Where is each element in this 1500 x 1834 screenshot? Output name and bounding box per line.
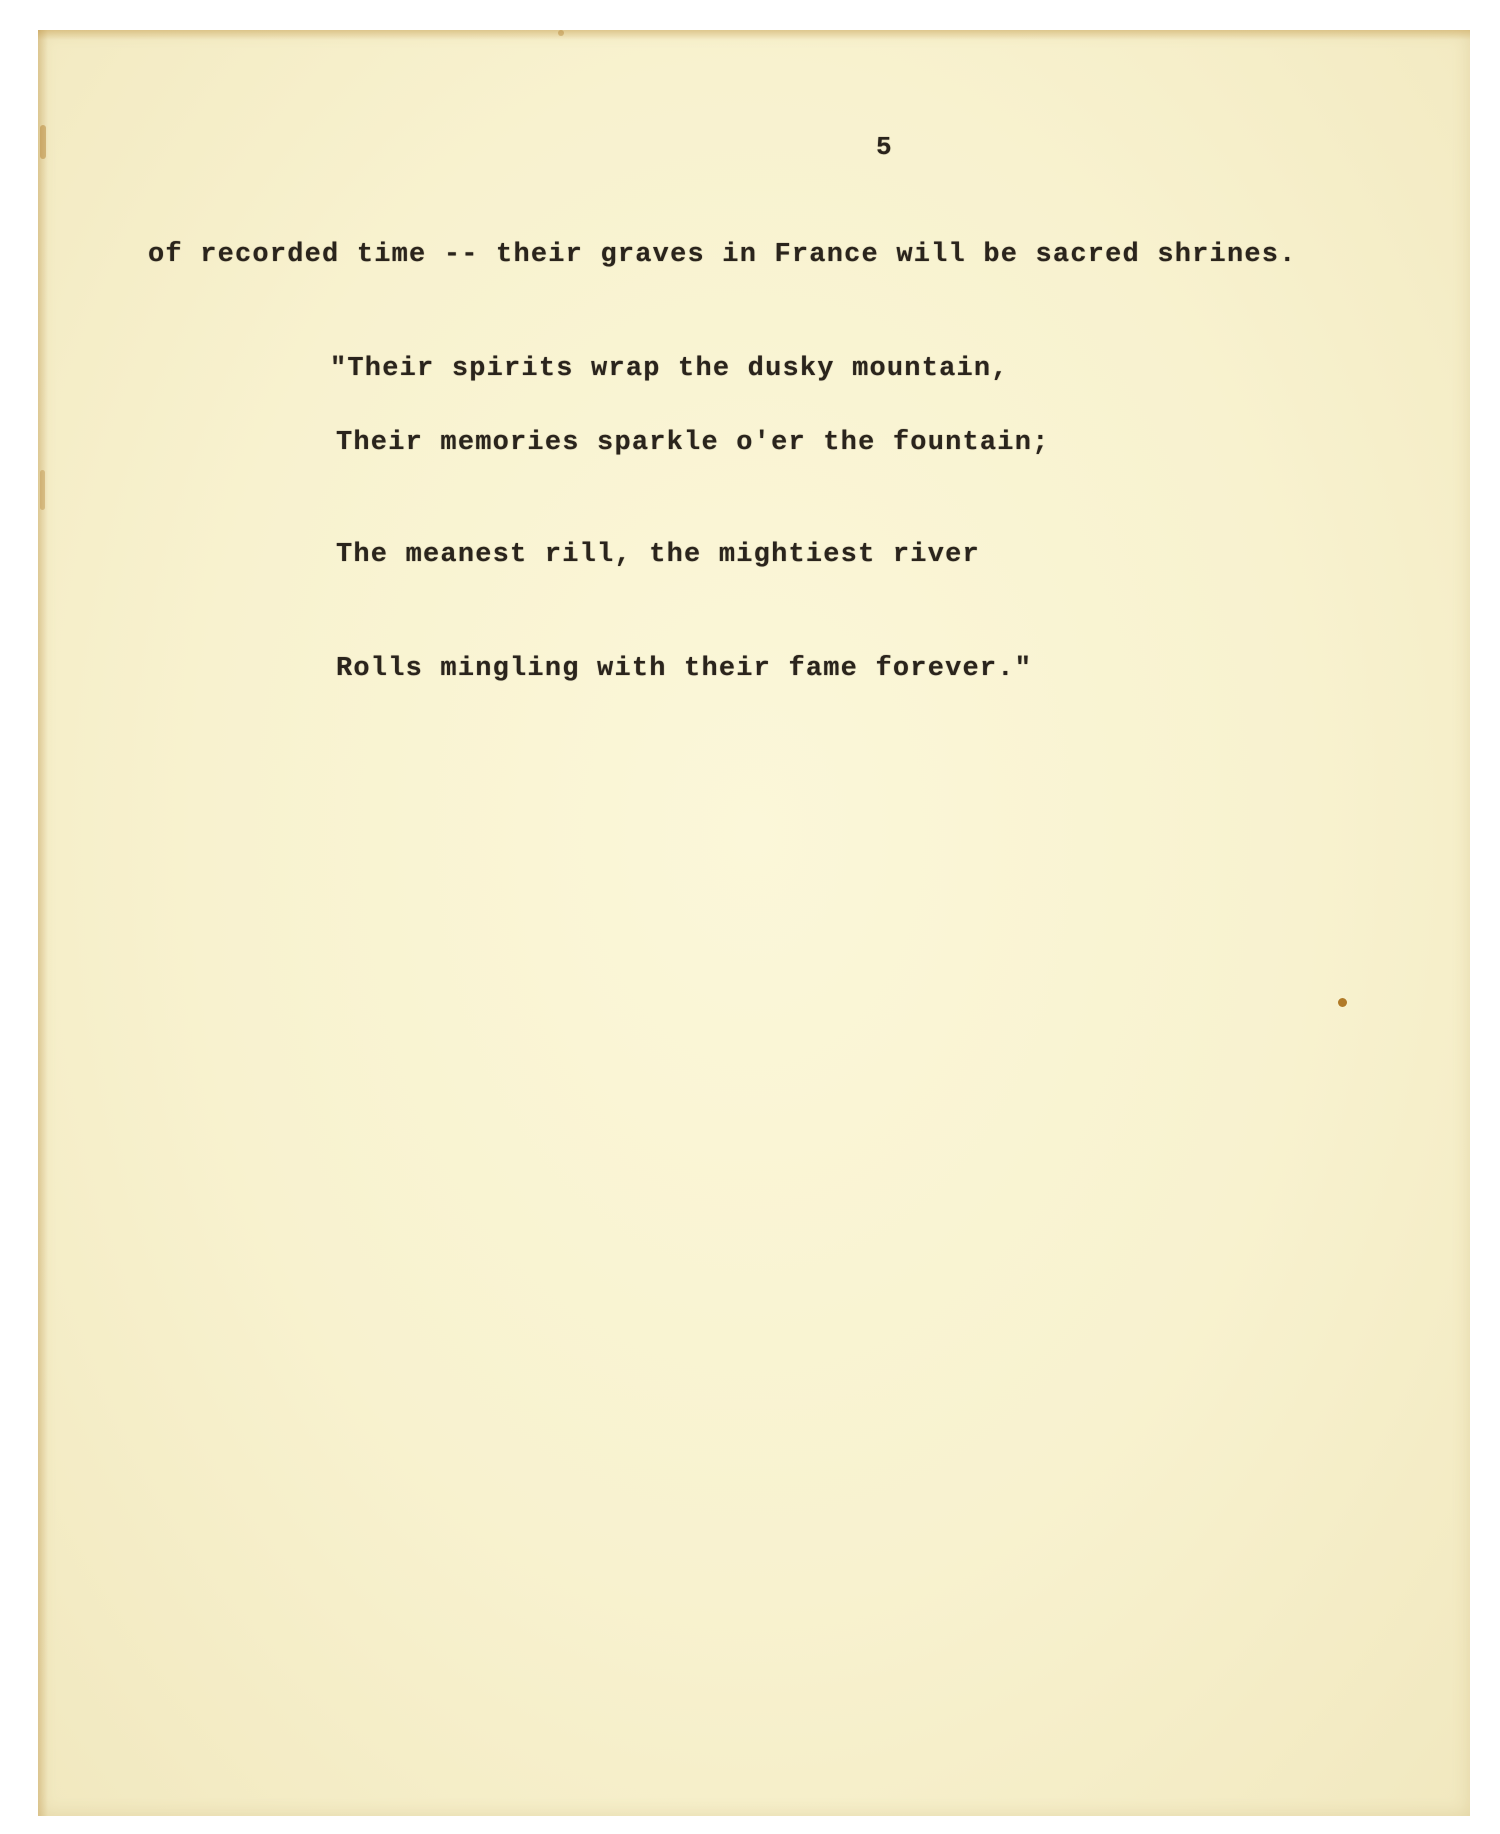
typewritten-page bbox=[38, 30, 1470, 1816]
paper-aging-top-edge bbox=[38, 30, 1470, 40]
foxing-spot bbox=[40, 470, 45, 510]
verse-line-4: Rolls mingling with their fame forever." bbox=[336, 654, 1033, 684]
page-number: 5 bbox=[876, 132, 893, 162]
verse-line-3: The meanest rill, the mightiest river bbox=[336, 540, 980, 570]
foxing-spot bbox=[558, 30, 564, 36]
foxing-spot bbox=[40, 125, 46, 159]
prose-line: of recorded time -- their graves in France will be sacred shrines. bbox=[148, 240, 1297, 270]
foxing-spot bbox=[1338, 998, 1347, 1007]
verse-line-1: "Their spirits wrap the dusky mountain, bbox=[330, 354, 1009, 384]
verse-line-2: Their memories sparkle o'er the fountain; bbox=[336, 428, 1050, 458]
paper-aging-left-edge bbox=[38, 30, 48, 1816]
